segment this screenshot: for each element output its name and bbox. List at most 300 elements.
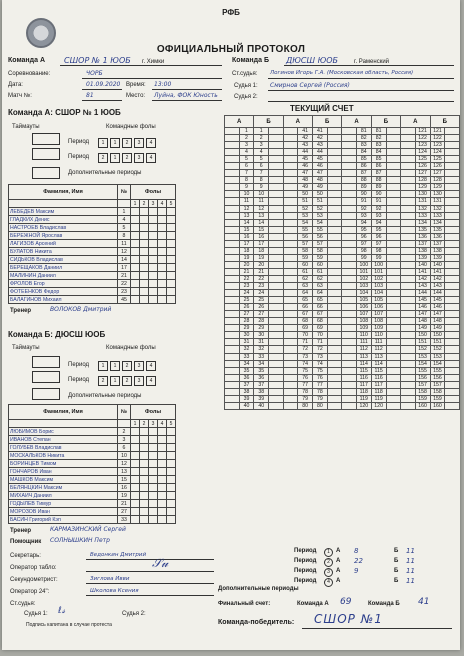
score-cell: 112 <box>356 346 371 353</box>
score-cell: 119 <box>356 395 371 402</box>
score-cell <box>269 128 284 135</box>
score-cell <box>401 142 416 149</box>
score-cell: 35 <box>239 367 254 374</box>
foul-cell <box>167 296 176 304</box>
score-cell <box>342 360 357 367</box>
score-cell: 91 <box>371 198 386 205</box>
score-cell <box>445 304 460 311</box>
score-cell: 48 <box>312 177 327 184</box>
foul-cell <box>131 460 140 468</box>
score-cell: 38 <box>239 388 254 395</box>
foul-cell <box>140 428 149 436</box>
foul-cell <box>158 436 167 444</box>
score-cell: 19 <box>239 254 254 261</box>
score-cell: 14 <box>254 219 269 226</box>
score-cell <box>342 297 357 304</box>
score-cell: 55 <box>312 226 327 233</box>
score-cell <box>225 381 240 388</box>
player-number: 21 <box>118 272 131 280</box>
score-col-a: А <box>342 116 371 128</box>
score-cell: 80 <box>298 402 313 409</box>
score-cell <box>327 156 342 163</box>
score-cell <box>342 346 357 353</box>
table-row <box>9 224 176 232</box>
foul-cell <box>140 256 149 264</box>
score-cell: 23 <box>239 283 254 290</box>
score-cell: 28 <box>239 318 254 325</box>
score-cell: 31 <box>239 339 254 346</box>
score-cell: 60 <box>298 261 313 268</box>
score-col-b: Б <box>371 116 400 128</box>
team-a-timeout-box-1 <box>32 133 60 145</box>
foul-cell <box>131 468 140 476</box>
period-number-box: 1 <box>98 361 108 371</box>
foul-cell <box>167 232 176 240</box>
score-cell: 76 <box>298 374 313 381</box>
table-row <box>225 191 460 198</box>
score-cell <box>225 219 240 226</box>
score-cell: 140 <box>430 261 445 268</box>
score-cell: 54 <box>312 219 327 226</box>
score-cell <box>386 290 401 297</box>
score-cell: 90 <box>371 191 386 198</box>
score-cell <box>445 149 460 156</box>
score-cell <box>401 247 416 254</box>
score-cell: 157 <box>415 381 430 388</box>
team-foul-box: 2 <box>122 361 132 371</box>
score-cell <box>269 170 284 177</box>
team-b-city: г. Раменский <box>354 59 390 65</box>
table-row <box>225 135 460 142</box>
score-cell: 150 <box>415 332 430 339</box>
table-row <box>9 296 176 304</box>
score-cell: 154 <box>415 360 430 367</box>
score-cell <box>401 304 416 311</box>
score-cell <box>225 395 240 402</box>
score-cell: 128 <box>430 177 445 184</box>
score-cell: 58 <box>298 247 313 254</box>
score-cell: 7 <box>239 170 254 177</box>
score-cell <box>445 332 460 339</box>
table-row <box>225 388 460 395</box>
foul-cell <box>131 452 140 460</box>
time-label: Время: <box>126 82 146 88</box>
score-cell: 68 <box>298 318 313 325</box>
player-number: 21 <box>118 500 131 508</box>
foul-cell <box>158 240 167 248</box>
table-row <box>9 508 176 516</box>
score-cell <box>445 325 460 332</box>
judge1-signature: ℓ𝓈 <box>58 606 66 616</box>
table-row <box>9 288 176 296</box>
judge1-sign-label: Судья 1: <box>24 611 48 617</box>
score-cell <box>342 177 357 184</box>
player-name: ГОЛУБЕВ Владислав <box>9 444 118 452</box>
score-cell: 47 <box>298 170 313 177</box>
score-cell <box>225 261 240 268</box>
score-cell <box>225 297 240 304</box>
player-name: СИДЬКОВ Владислав <box>9 256 118 264</box>
score-cell: 55 <box>298 226 313 233</box>
score-cell: 50 <box>312 191 327 198</box>
score-cell: 108 <box>356 318 371 325</box>
score-cell <box>327 311 342 318</box>
team-a-roster <box>8 184 176 304</box>
foul-cell <box>149 500 158 508</box>
score-cell <box>327 346 342 353</box>
period-score-b: 11 <box>406 557 415 565</box>
score-cell: 45 <box>298 156 313 163</box>
period-team-a: А <box>336 558 341 564</box>
score-cell: 135 <box>430 226 445 233</box>
place-value: Луйна, ФОК Юность <box>154 92 218 99</box>
score-cell: 147 <box>415 311 430 318</box>
period-number: 4 <box>324 578 333 587</box>
score-cell: 147 <box>430 311 445 318</box>
foul-cell <box>158 476 167 484</box>
score-cell <box>327 283 342 290</box>
score-cell <box>401 177 416 184</box>
score-cell: 95 <box>356 226 371 233</box>
score-cell: 38 <box>254 388 269 395</box>
score-cell <box>342 353 357 360</box>
score-cell <box>342 205 357 212</box>
score-cell: 75 <box>312 367 327 374</box>
score-cell <box>386 339 401 346</box>
score-cell <box>342 268 357 275</box>
score-cell: 36 <box>254 374 269 381</box>
foul-cell <box>140 248 149 256</box>
score-cell <box>386 346 401 353</box>
foul-cell <box>167 240 176 248</box>
table-row <box>225 339 460 346</box>
score-cell <box>342 163 357 170</box>
score-cell: 34 <box>254 360 269 367</box>
table-row <box>9 452 176 460</box>
foul-cell <box>131 208 140 216</box>
score-cell: 44 <box>312 149 327 156</box>
score-cell <box>269 353 284 360</box>
foul-cell <box>158 224 167 232</box>
score-cell <box>342 374 357 381</box>
score-cell: 44 <box>298 149 313 156</box>
player-number: 3 <box>118 436 131 444</box>
score-cell: 125 <box>430 156 445 163</box>
score-cell <box>283 149 298 156</box>
team-b-timeout-box-1 <box>32 356 60 368</box>
score-cell <box>445 205 460 212</box>
score-cell: 138 <box>415 247 430 254</box>
score-cell <box>445 402 460 409</box>
team-b-timeout-box-2 <box>32 371 60 383</box>
score-cell <box>401 219 416 226</box>
score-cell <box>269 156 284 163</box>
score-cell <box>445 268 460 275</box>
score-cell <box>225 240 240 247</box>
score-cell: 77 <box>312 381 327 388</box>
player-name: БЕРЕЩАКОВ Даниил <box>9 264 118 272</box>
score-cell <box>283 268 298 275</box>
score-cell: 33 <box>239 353 254 360</box>
score-cell <box>225 149 240 156</box>
team-foul-box: 3 <box>134 376 144 386</box>
score-cell <box>401 318 416 325</box>
score-cell <box>283 325 298 332</box>
score-cell: 149 <box>415 325 430 332</box>
score-cell: 32 <box>254 346 269 353</box>
score-cell: 51 <box>298 198 313 205</box>
score-cell: 84 <box>356 149 371 156</box>
player-number: 27 <box>118 508 131 516</box>
table-row <box>9 280 176 288</box>
score-cell: 78 <box>312 388 327 395</box>
score-cell <box>386 247 401 254</box>
team-b-line <box>284 65 454 66</box>
score-cell: 83 <box>356 142 371 149</box>
foul-cell <box>140 484 149 492</box>
score-cell <box>269 283 284 290</box>
player-number: 12 <box>118 248 131 256</box>
table-row <box>9 436 176 444</box>
score-cell: 146 <box>415 304 430 311</box>
score-cell: 7 <box>254 170 269 177</box>
score-cell <box>342 170 357 177</box>
score-cell: 115 <box>371 367 386 374</box>
foul-cell <box>158 460 167 468</box>
foul-cell <box>131 444 140 452</box>
foul-cell <box>158 248 167 256</box>
team-a-city: г. Химки <box>142 59 165 65</box>
score-cell: 5 <box>254 156 269 163</box>
player-number: 23 <box>118 288 131 296</box>
score-cell: 129 <box>415 184 430 191</box>
score-cell: 144 <box>430 290 445 297</box>
table-row <box>225 353 460 360</box>
score-cell: 153 <box>415 353 430 360</box>
score-cell <box>269 374 284 381</box>
score-cell: 88 <box>356 177 371 184</box>
score-cell: 52 <box>298 205 313 212</box>
score-cell <box>225 374 240 381</box>
score-cell: 160 <box>430 402 445 409</box>
score-cell <box>401 381 416 388</box>
score-cell <box>342 283 357 290</box>
score-cell <box>445 311 460 318</box>
score-cell: 125 <box>415 156 430 163</box>
score-cell <box>225 283 240 290</box>
score-cell: 67 <box>312 311 327 318</box>
score-cell <box>401 297 416 304</box>
score-cell: 110 <box>356 332 371 339</box>
score-cell <box>445 367 460 374</box>
score-cell: 113 <box>356 353 371 360</box>
score-cell <box>225 360 240 367</box>
score-cell: 59 <box>312 254 327 261</box>
player-name: ГОДЫЛЕВ Тимур <box>9 500 118 508</box>
foul-cell <box>140 240 149 248</box>
score-cell <box>342 367 357 374</box>
player-name: ФОТЕЕНКОВ Федор <box>9 288 118 296</box>
score-cell <box>327 191 342 198</box>
table-row <box>9 468 176 476</box>
score-cell: 8 <box>239 177 254 184</box>
score-cell: 64 <box>312 290 327 297</box>
score-cell: 153 <box>430 353 445 360</box>
score-cell <box>386 367 401 374</box>
foul-cell <box>131 500 140 508</box>
foul-cell <box>131 476 140 484</box>
score-cell: 116 <box>356 374 371 381</box>
score-cell <box>386 233 401 240</box>
final-score-b: 41 <box>418 597 430 607</box>
score-col-a: А <box>225 116 254 128</box>
score-cell <box>386 212 401 219</box>
score-cell <box>445 184 460 191</box>
player-number: 11 <box>118 240 131 248</box>
page-title: ОФИЦИАЛЬНЫЙ ПРОТОКОЛ <box>156 44 306 55</box>
col-name: Фамилия, Имя <box>9 405 118 420</box>
score-cell <box>327 198 342 205</box>
score-cell <box>269 332 284 339</box>
team-a-label: Команда А <box>8 57 45 64</box>
score-cell: 94 <box>356 219 371 226</box>
score-cell: 15 <box>254 226 269 233</box>
score-cell <box>401 163 416 170</box>
score-cell: 14 <box>239 219 254 226</box>
score-cell: 5 <box>239 156 254 163</box>
score-cell <box>283 198 298 205</box>
judge1-line <box>268 90 454 91</box>
game-value: 81 <box>86 92 94 99</box>
score-cell <box>445 353 460 360</box>
score-cell <box>327 135 342 142</box>
table-row <box>225 346 460 353</box>
score-cell <box>342 226 357 233</box>
judge1-label: Судья 1: <box>234 83 258 89</box>
score-cell: 114 <box>356 360 371 367</box>
foul-cell <box>149 484 158 492</box>
team-b-coach-label: Тренер <box>10 528 32 534</box>
team-b-fouls-label: Командные фолы <box>106 345 156 351</box>
score-cell: 30 <box>254 332 269 339</box>
player-name: МОСКАЛЬКОВ Никита <box>9 452 118 460</box>
score-cell: 127 <box>430 170 445 177</box>
score-cell: 102 <box>356 275 371 282</box>
table-row <box>225 325 460 332</box>
foul-cell <box>158 264 167 272</box>
score-cell <box>445 198 460 205</box>
score-col-b: Б <box>430 116 459 128</box>
score-cell <box>283 311 298 318</box>
score-cell <box>269 297 284 304</box>
foul-cell <box>131 280 140 288</box>
table-row <box>225 219 460 226</box>
team-a-title: Команда А: СШОР № 1 ЮОБ <box>8 108 121 117</box>
foul-cell <box>131 216 140 224</box>
foul-col-1: 1 <box>131 200 140 208</box>
score-cell <box>327 268 342 275</box>
team-a-coach-label: Тренер <box>10 308 32 314</box>
score-cell: 74 <box>298 360 313 367</box>
score-cell: 120 <box>356 402 371 409</box>
score-cell <box>269 205 284 212</box>
score-cell <box>269 142 284 149</box>
score-cell <box>445 226 460 233</box>
score-cell <box>269 191 284 198</box>
score-cell: 3 <box>254 142 269 149</box>
foul-cell <box>167 248 176 256</box>
score-cell: 58 <box>312 247 327 254</box>
foul-cell <box>140 444 149 452</box>
score-cell <box>386 360 401 367</box>
score-cell: 107 <box>356 311 371 318</box>
score-cell <box>269 212 284 219</box>
score-cell: 2 <box>239 135 254 142</box>
score-cell <box>445 318 460 325</box>
foul-cell <box>167 280 176 288</box>
foul-cell <box>140 216 149 224</box>
score-cell <box>283 135 298 142</box>
score-cell <box>342 381 357 388</box>
final-score-a: 69 <box>340 597 352 607</box>
score-cell <box>225 268 240 275</box>
final-score-label: Финальный счет: <box>218 601 271 607</box>
player-number: 4 <box>118 216 131 224</box>
score-cell <box>225 142 240 149</box>
score-cell <box>386 254 401 261</box>
period-label: Период <box>294 578 317 584</box>
foul-cell <box>149 288 158 296</box>
score-cell <box>386 198 401 205</box>
score-cell: 79 <box>298 395 313 402</box>
spacer <box>9 420 118 428</box>
score-cell <box>327 226 342 233</box>
foul-cell <box>167 272 176 280</box>
chief-line <box>268 78 454 79</box>
score-cell: 4 <box>239 149 254 156</box>
score-cell <box>386 381 401 388</box>
score-cell <box>283 254 298 261</box>
game-line <box>82 100 122 101</box>
team-foul-box: 3 <box>134 138 144 148</box>
score-cell: 46 <box>298 163 313 170</box>
score-cell <box>342 212 357 219</box>
score-cell <box>327 290 342 297</box>
score-cell <box>401 156 416 163</box>
score-cell <box>327 360 342 367</box>
score-cell: 141 <box>430 268 445 275</box>
score-cell <box>283 388 298 395</box>
table-row <box>9 428 176 436</box>
score-cell <box>342 156 357 163</box>
score-cell: 114 <box>371 360 386 367</box>
foul-cell <box>149 492 158 500</box>
spacer <box>118 200 131 208</box>
period-score-b: 11 <box>406 577 415 585</box>
score-cell <box>283 297 298 304</box>
score-cell <box>342 219 357 226</box>
score-cell: 111 <box>356 339 371 346</box>
score-cell <box>386 304 401 311</box>
score-cell <box>283 261 298 268</box>
time-line <box>152 89 222 90</box>
score-cell: 143 <box>430 283 445 290</box>
table-row <box>225 283 460 290</box>
score-cell <box>225 332 240 339</box>
foul-cell <box>131 288 140 296</box>
score-cell: 1 <box>254 128 269 135</box>
score-cell <box>386 128 401 135</box>
